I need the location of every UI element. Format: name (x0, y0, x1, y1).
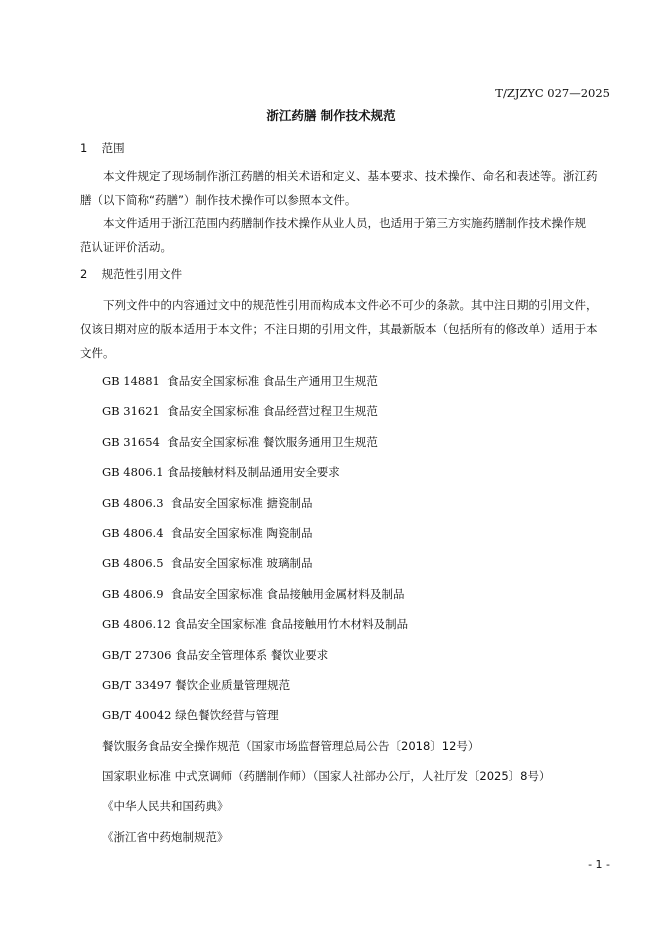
scope-paragraph-1 (80, 164, 610, 212)
reference-item (102, 551, 550, 581)
paragraph-line: 文件。 (80, 346, 115, 360)
reference-item (102, 734, 550, 764)
reference-title: 餐饮企业质量管理规范 (171, 677, 291, 692)
section-title: 规范性引用文件 (101, 267, 183, 281)
reference-code: GB 14881 (102, 374, 160, 388)
section-title: 范围 (101, 141, 125, 155)
reference-title: 食品安全国家标准 食品接触用竹木材料及制品 (170, 617, 409, 632)
reference-title: 绿色餐饮经营与管理 (171, 708, 279, 723)
reference-item (102, 673, 550, 703)
reference-item (102, 825, 550, 855)
reference-code: GB/T 27306 (102, 647, 172, 662)
reference-code: GB 4806.3 (102, 495, 164, 510)
reference-code: GB 4806.5 (102, 556, 164, 571)
reference-code: GB/T 40042 (102, 708, 172, 723)
reference-code: GB 4806.4 (102, 525, 164, 540)
reference-item (102, 612, 550, 642)
reference-item (102, 582, 550, 612)
reference-code: GB 4806.1 (102, 465, 164, 480)
scope-paragraph-2 (80, 211, 610, 259)
reference-code: GB/T 33497 (102, 677, 172, 692)
reference-title: 食品安全管理体系 餐饮业要求 (171, 647, 329, 662)
reference-title: 餐饮服务食品安全操作规范（国家市场监督管理总局公告〔2018〕12号） (102, 738, 480, 753)
document-title: 浙江药膳 制作技术规范 (266, 108, 396, 123)
reference-item (102, 460, 550, 490)
reference-code: GB 4806.9 (102, 586, 164, 601)
reference-item (102, 703, 550, 733)
reference-title: 食品安全国家标准 食品接触用金属材料及制品 (163, 586, 405, 601)
reference-code: GB 31654 (102, 434, 160, 449)
reference-title: 国家职业标准 中式烹调师（药膳制作师）（国家人社部办公厅，人社厅发〔2025〕8号） (102, 769, 551, 784)
paragraph-line: 范认证评价活动。 (80, 240, 172, 254)
section-heading-normative-references (80, 266, 182, 282)
reference-item (102, 369, 550, 399)
paragraph-line: 本文件规定了现场制作浙江药膳的相关术语和定义、基本要求、技术操作、命名和表述等。浙江药 (103, 169, 598, 183)
reference-title: 食品安全国家标准 搪瓷制品 (163, 495, 313, 510)
section-number: 1 (80, 141, 88, 155)
reference-title: 食品安全国家标准 食品生产通用卫生规范 (159, 374, 378, 388)
page-number: - 1 - (588, 858, 610, 871)
reference-code: GB 31621 (102, 404, 160, 419)
reference-title: 《中华人民共和国药典》 (102, 799, 229, 814)
reference-title: 《浙江省中药炮制规范》 (102, 829, 229, 844)
reference-list (102, 369, 550, 855)
references-intro-paragraph (80, 293, 610, 365)
reference-title: 食品安全国家标准 食品经营过程卫生规范 (159, 404, 378, 419)
reference-item (102, 430, 550, 460)
reference-item (102, 491, 550, 521)
reference-title: 食品接触材料及制品通用安全要求 (163, 465, 340, 480)
paragraph-line: 本文件适用于浙江范围内药膳制作技术操作从业人员，也适用于第三方实施药膳制作技术操作规 (103, 216, 586, 230)
reference-title: 食品安全国家标准 陶瓷制品 (163, 525, 313, 540)
reference-item (102, 521, 550, 551)
reference-title: 食品安全国家标准 餐饮服务通用卫生规范 (159, 434, 378, 449)
section-number: 2 (80, 267, 88, 281)
paragraph-line: 膳（以下简称“药膳”）制作技术操作可以参照本文件。 (80, 193, 357, 207)
reference-title: 食品安全国家标准 玻璃制品 (163, 556, 313, 571)
reference-item (102, 794, 550, 824)
reference-item (102, 764, 550, 794)
reference-item (102, 643, 550, 673)
reference-code: GB 4806.12 (102, 617, 171, 632)
paragraph-line: 下列文件中的内容通过文中的规范性引用而构成本文件必不可少的条款。其中注日期的引用文件， (103, 298, 598, 312)
paragraph-line: 仅该日期对应的版本适用于本文件；不注日期的引用文件，其最新版本（包括所有的修改单）适用于本 (80, 322, 598, 336)
section-heading-scope (80, 140, 125, 156)
reference-item (102, 399, 550, 429)
document-code: T/ZJZYC 027—2025 (495, 86, 610, 100)
